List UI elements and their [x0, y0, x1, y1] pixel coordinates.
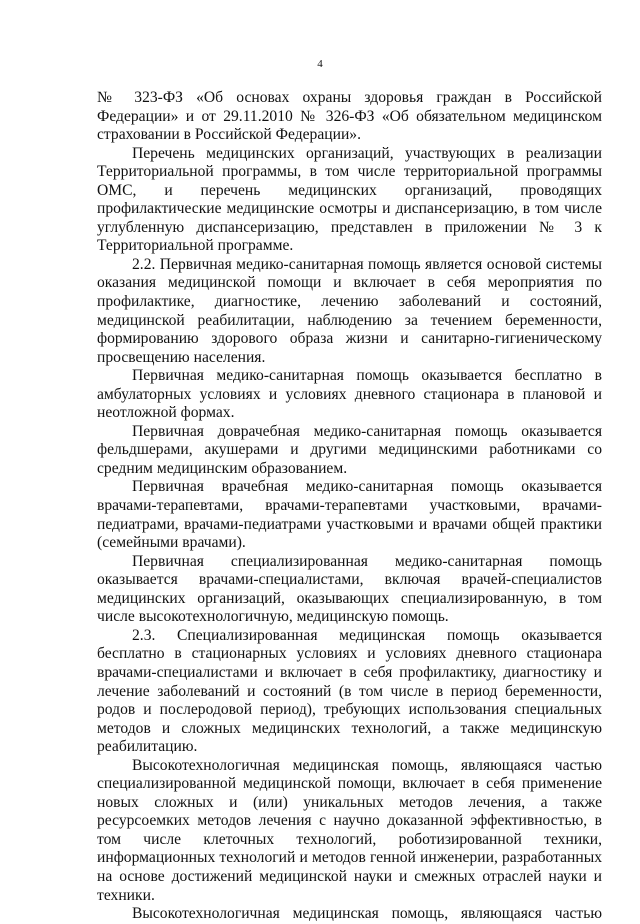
paragraph-organizations-list: Перечень медицинских организаций, участвующих в реализации Территориальной программы, в том числе территориальной программы ОМС, и перечень медицинских организаций, проводящих профилактические медицинские осмотры и диспансеризацию, в том числе углубленную диспансеризацию, представлен в приложении № 3 к Территориальной программе.: [97, 144, 602, 255]
paragraph-specialized-primary-care: Первичная специализированная медико-санитарная помощь оказывается врачами-специалистами, включая врачей-специалистов медицинских организаций, оказывающих специализированную, в том числе высокотехнологичную, медицинскую помощь.: [97, 552, 602, 626]
paragraph-high-tech-care: Высокотехнологичная медицинская помощь, являющаяся частью специализированной медицинской помощи, включает в себя применение новых сложных и (или) уникальных методов лечения, а также ресурсоемких методов лечения с научно доказанной эффективностью, в том числе клеточных технологий, роботизированной техники, информационных технологий и методов генной инженерии, разработанных на основе достижений медицинской науки и смежных отраслей науки и техники.: [97, 756, 602, 904]
paragraph-law-reference: № 323-ФЗ «Об основах охраны здоровья граждан в Российской Федерации» и от 29.11.2010 № 326-ФЗ «Об обязательном медицинском страховании в Российской Федерации».: [97, 89, 602, 144]
paragraph-section-2-2: 2.2. Первичная медико-санитарная помощь является основой системы оказания медицинской помощи и включает в себя мероприятия по профилактике, диагностике, лечению заболеваний и состояний, медицинской реабилитации, наблюдению за течением беременности, формированию здорового образа жизни и санитарно-гигиеническому просвещению населения.: [97, 255, 602, 366]
page-number: 4: [317, 58, 323, 70]
paragraph-high-tech-care-continued: Высокотехнологичная медицинская помощь, являющаяся частью: [132, 905, 602, 923]
paragraph-primary-care-free: Первичная медико-санитарная помощь оказывается бесплатно в амбулаторных условиях и условиях дневного стационара в плановой и неотложной формах.: [97, 367, 602, 422]
paragraph-section-2-3: 2.3. Специализированная медицинская помощь оказывается бесплатно в стационарных условиях и условиях дневного стационара врачами-специалистами и включает в себя профилактику, диагностику и лечение заболеваний и состояний (в том числе в период беременности, родов и послеродовой период), требующих использования специальных методов и сложных медицинских технологий, а также медицинскую реабилитацию.: [97, 626, 602, 756]
paragraph-physician-care: Первичная врачебная медико-санитарная помощь оказывается врачами-терапевтами, врачами-терапевтами участковыми, врачами-педиатрами, врачами-педиатрами участковыми и врачами общей практики (семейными врачами).: [97, 478, 602, 552]
paragraph-pre-medical-care: Первичная доврачебная медико-санитарная помощь оказывается фельдшерами, акушерами и другими медицинскими работниками со средним медицинским образованием.: [97, 422, 602, 477]
document-body: [97, 89, 602, 924]
